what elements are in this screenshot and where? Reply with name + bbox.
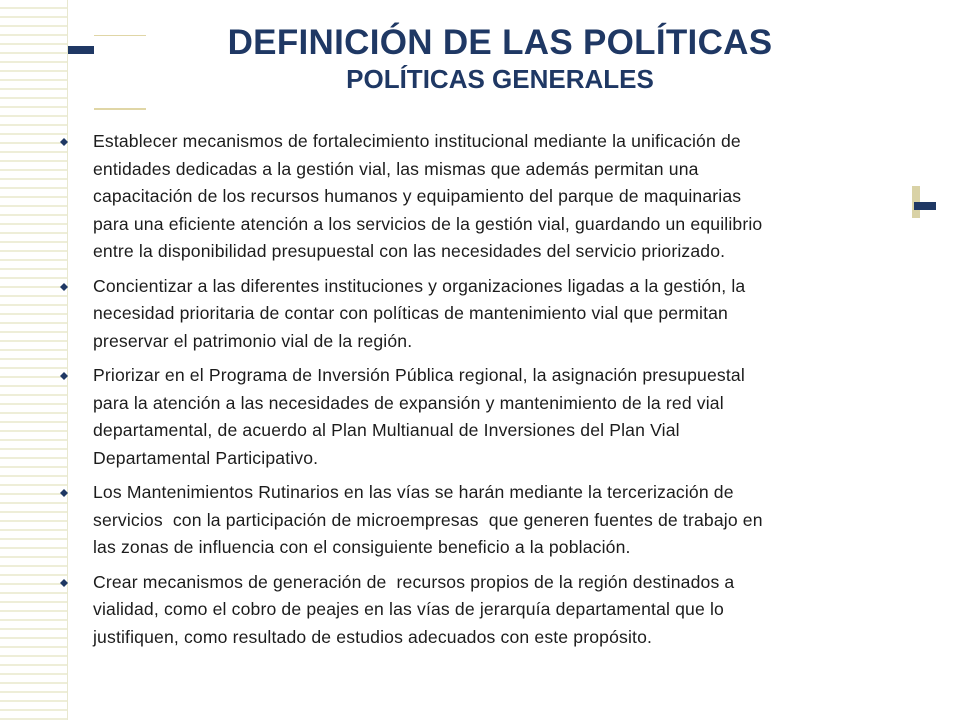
bullet-line: vialidad, como el cobro de peajes en las vías de jerarquía departamental que lo	[93, 599, 724, 619]
bullet-item	[60, 569, 900, 652]
title-navy-dash	[68, 46, 94, 54]
bullet-line: departamental, de acuerdo al Plan Multianual de Inversiones del Plan Vial	[93, 420, 680, 440]
diamond-bullet-icon	[60, 579, 68, 587]
slide-title: DEFINICIÓN DE LAS POLÍTICAS	[227, 23, 773, 62]
bullet-line: Establecer mecanismos de fortalecimiento institucional mediante la unificación de	[93, 131, 741, 151]
diamond-bullet-icon	[60, 283, 68, 291]
diamond-bullet-icon	[60, 138, 68, 146]
bullet-line: Crear mecanismos de generación de recursos propios de la región destinados a	[93, 571, 735, 592]
diamond-bullet-icon	[60, 489, 68, 497]
right-navy-dash	[914, 202, 936, 210]
bullet-line: Departamental Participativo.	[93, 447, 319, 468]
bullet-line: Los Mantenimientos Rutinarios en las vías se harán mediante la tercerización de	[93, 482, 734, 502]
bullet-item	[60, 273, 900, 356]
bullet-line: servicios con la participación de microempresas que generen fuentes de trabajo en	[93, 509, 763, 530]
bullet-line: entre la disponibilidad presupuestal con las necesidades del servicio priorizado.	[93, 241, 726, 261]
left-striped-band	[0, 0, 68, 720]
slide-subtitle: POLÍTICAS GENERALES	[346, 64, 654, 94]
bullet-line: preservar el patrimonio vial de la región.	[93, 330, 413, 351]
title-bottom-rule	[94, 108, 146, 110]
bullet-line: necesidad prioritaria de contar con políticas de mantenimiento vial que permitan	[93, 303, 728, 323]
bullet-line: justifiquen, como resultado de estudios adecuados con este propósito.	[93, 626, 653, 647]
bullet-line: capacitación de los recursos humanos y equipamiento del parque de maquinarias	[93, 186, 742, 206]
bullet-item	[60, 362, 900, 472]
bullet-list	[60, 128, 900, 651]
bullet-line: entidades dedicadas a la gestión vial, las mismas que además permitan una	[93, 158, 699, 179]
bullet-line: Priorizar en el Programa de Inversión Pública regional, la asignación presupuestal	[93, 365, 745, 385]
bullet-line: para la atención a las necesidades de expansión y mantenimiento de la red vial	[93, 392, 724, 413]
bullet-item	[60, 128, 900, 266]
diamond-bullet-icon	[60, 372, 68, 380]
title-top-rule	[94, 35, 146, 36]
bullet-line: para una eficiente atención a los servicios de la gestión vial, guardando un equilibrio	[93, 213, 763, 234]
bullet-line: Concientizar a las diferentes instituciones y organizaciones ligadas a la gestión, la	[93, 275, 746, 296]
bullet-line: las zonas de influencia con el consiguiente beneficio a la población.	[93, 537, 631, 557]
bullet-item	[60, 479, 900, 562]
